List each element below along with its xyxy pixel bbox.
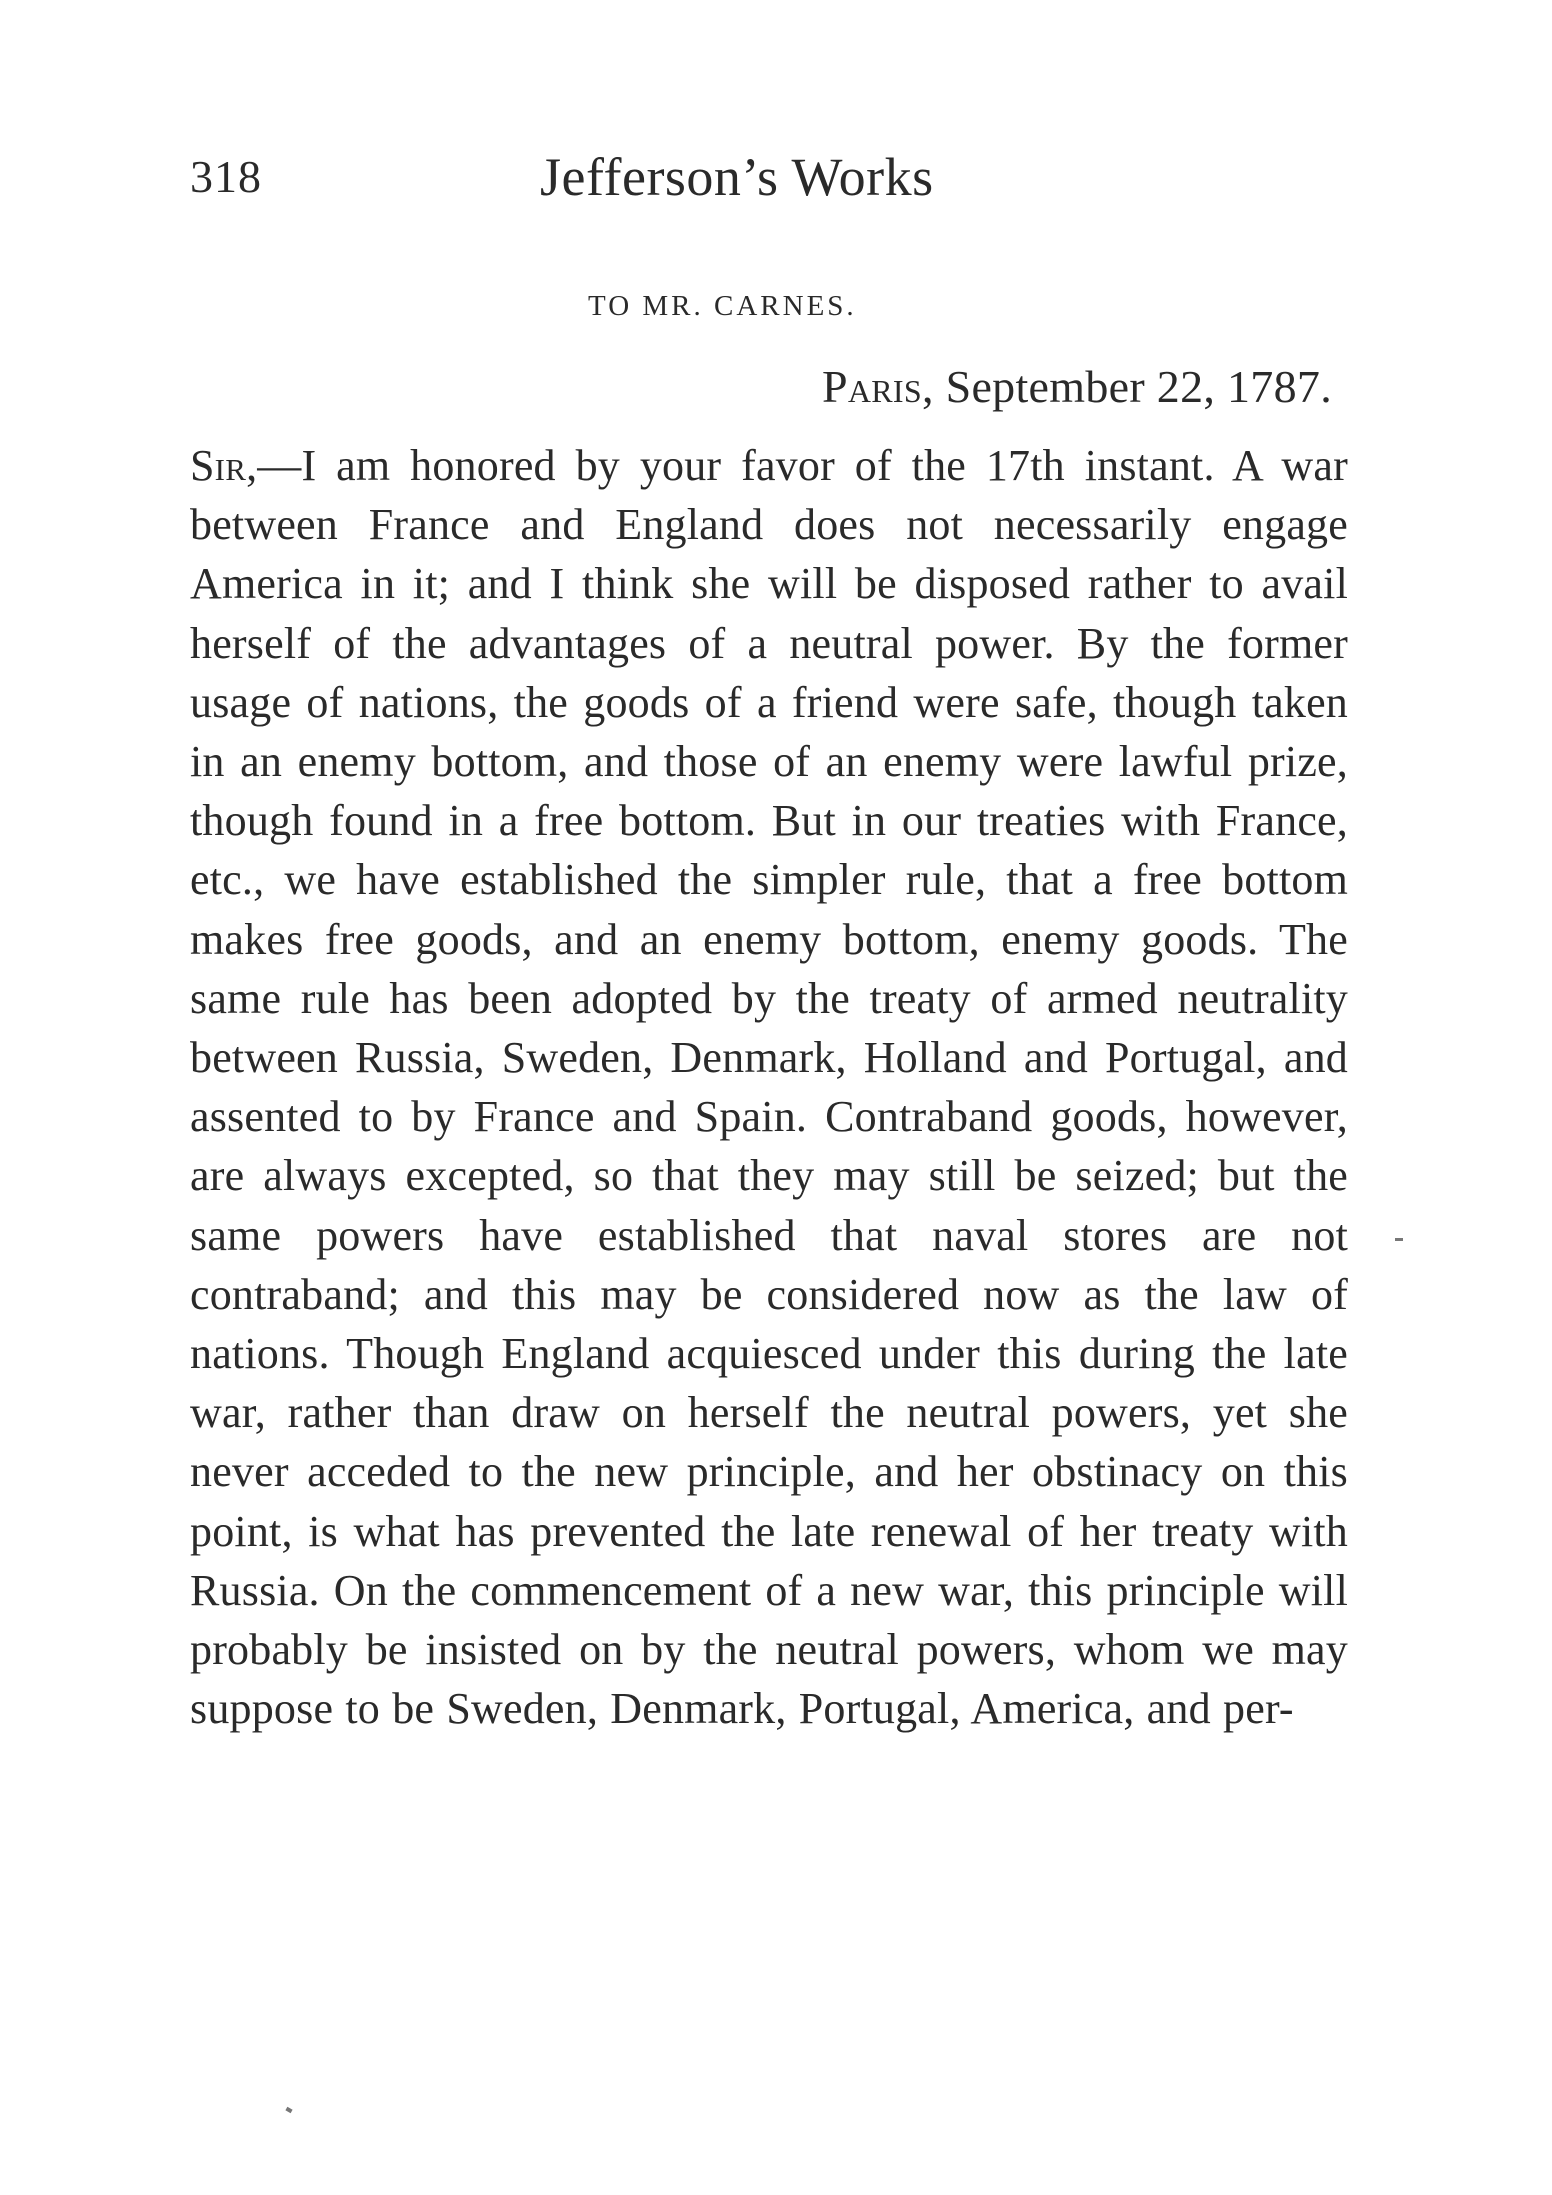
page-number: 318	[190, 151, 262, 202]
salutation: Sir,	[190, 441, 258, 490]
dateline-date: September 22, 1787.	[933, 361, 1332, 412]
print-speck	[285, 2107, 292, 2113]
print-speck	[1395, 1238, 1403, 1241]
dateline-place: Paris,	[821, 361, 934, 412]
running-title: Jefferson’s Works	[540, 147, 934, 207]
letter-body	[190, 436, 1348, 1738]
letter-body-text: —I am honored by your favor of the 17th instant. A war between France and England does not necessarily engage America in it; and I think she will be disposed rather to avail herself of the advantages of a neutral power. By the former usage of nations, the goods of a friend were safe, though taken in an enemy bottom, and those of an enemy were lawful prize, though found in a free bottom. But in our treaties with France, etc., we have established the simpler rule, that a free bottom makes free goods, and an enemy bottom, enemy goods. The same rule has been adopted by the treaty of armed neutrality between Russia, Sweden, Denmark, Holland and Portugal, and assented to by France and Spain. Contraband goods, however, are always excepted, so that they may still be seized; but the same powers have established that naval stores are not contraband; and this may be considered now as the law of nations. Though England acquiesced under this during the late war, rather than draw on herself the neutral powers, yet she never acceded to the new principle, and her obstinacy on this point, is what has prevented the late renewal of her treaty with Russia. On the commencement of a new war, this principle will probably be insisted on by the neutral powers, whom we may suppose to be Sweden, Denmark, Portugal, America, and per-	[190, 441, 1348, 1734]
letter-title: TO MR. CARNES.	[588, 290, 857, 322]
dateline	[822, 360, 1332, 413]
